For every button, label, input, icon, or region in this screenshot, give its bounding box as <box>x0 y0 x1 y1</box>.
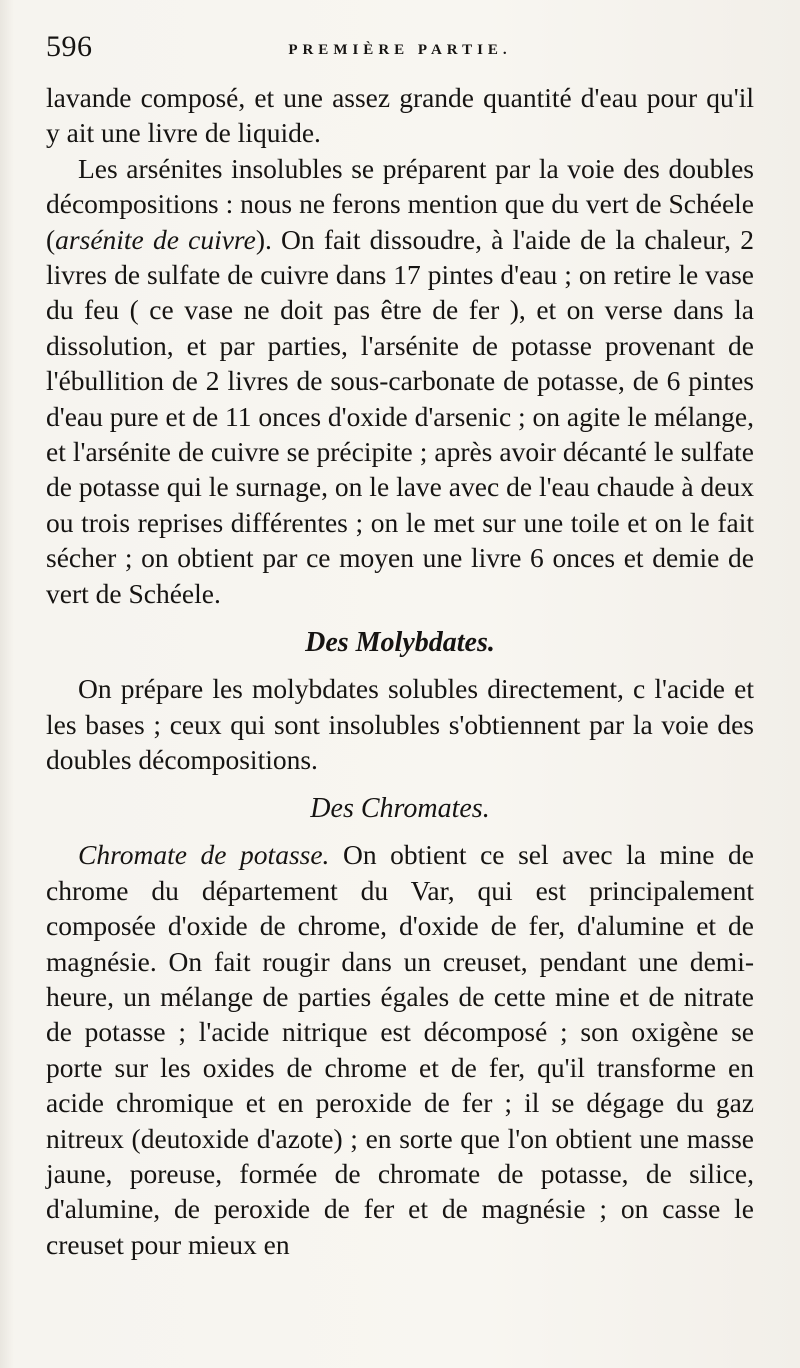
paragraph-chromates <box>46 837 754 1262</box>
page-header <box>46 28 754 80</box>
heading-chromates: Des Chromates. <box>310 793 490 825</box>
arsenites-text-a: Les arsénites insolubles se préparent par la voie des doubles décompositions : nous ne ferons mention que du vert de Schéele ( <box>46 152 754 255</box>
page-number: 596 <box>46 30 93 63</box>
paragraph-continuation: lavande composé, et une assez grande quantité d'eau pour qu'il y ait une livre de liquide. <box>46 82 754 149</box>
arsenites-text-b: ). On fait dissoudre, à l'aide de la chaleur, 2 livres de sulfate de cuivre dans 17 pintes d'eau ; on retire le vase du feu ( ce vase ne doit pas être de fer ), et on verse dans la dissolution, et par parties, l'arsénite de potasse provenant de l'ébullition de 2 livres de sous-carbonate de potasse, de 6 pintes d'eau pure et de 11 onces d'oxide d'arsenic ; on agite le mélange, et l'arsénite de cuivre se précipite ; après avoir décanté le sulfate de potasse qui le surnage, on le lave avec de l'eau chaude à deux ou trois reprises différentes ; on le met sur une toile et on le fait sécher ; on obtient par ce moyen une livre 6 onces et demie de vert de Schéele. <box>46 223 754 609</box>
heading-molybdates: Des Molybdates. <box>305 627 495 659</box>
paragraph-arsenites <box>46 151 754 611</box>
chromate-de-potasse-term: Chromate de potasse. <box>78 839 330 871</box>
text-body <box>46 80 754 1262</box>
arsenite-de-cuivre-term: arsénite de cuivre <box>55 223 256 255</box>
paragraph-molybdates: On prépare les molybdates solubles directement, c l'acide et les bases ; ceux qui sont insolubles s'obtiennent par la voie des doubles décompositions. <box>46 673 754 775</box>
chromates-text: On obtient ce sel avec la mine de chrome du département du Var, qui est principalement composée d'oxide de chrome, d'oxide de fer, d'alumine et de magnésie. On fait rougir dans un creuset, pendant une demi-heure, un mélange de parties égales de cette mine et de nitrate de potasse ; l'acide nitrique est décomposé ; son oxigène se porte sur les oxides de chrome et de fer, qu'il transforme en acide chromique et en peroxide de fer ; il se dégage du gaz nitreux (deutoxide d'azote) ; en sorte que l'on obtient une masse jaune, poreuse, formée de chromate de potasse, de silice, d'alumine, de peroxide de fer et de magnésie ; on casse le creuset pour mieux en <box>46 839 755 1260</box>
running-head: PREMIÈRE PARTIE. <box>288 42 512 58</box>
